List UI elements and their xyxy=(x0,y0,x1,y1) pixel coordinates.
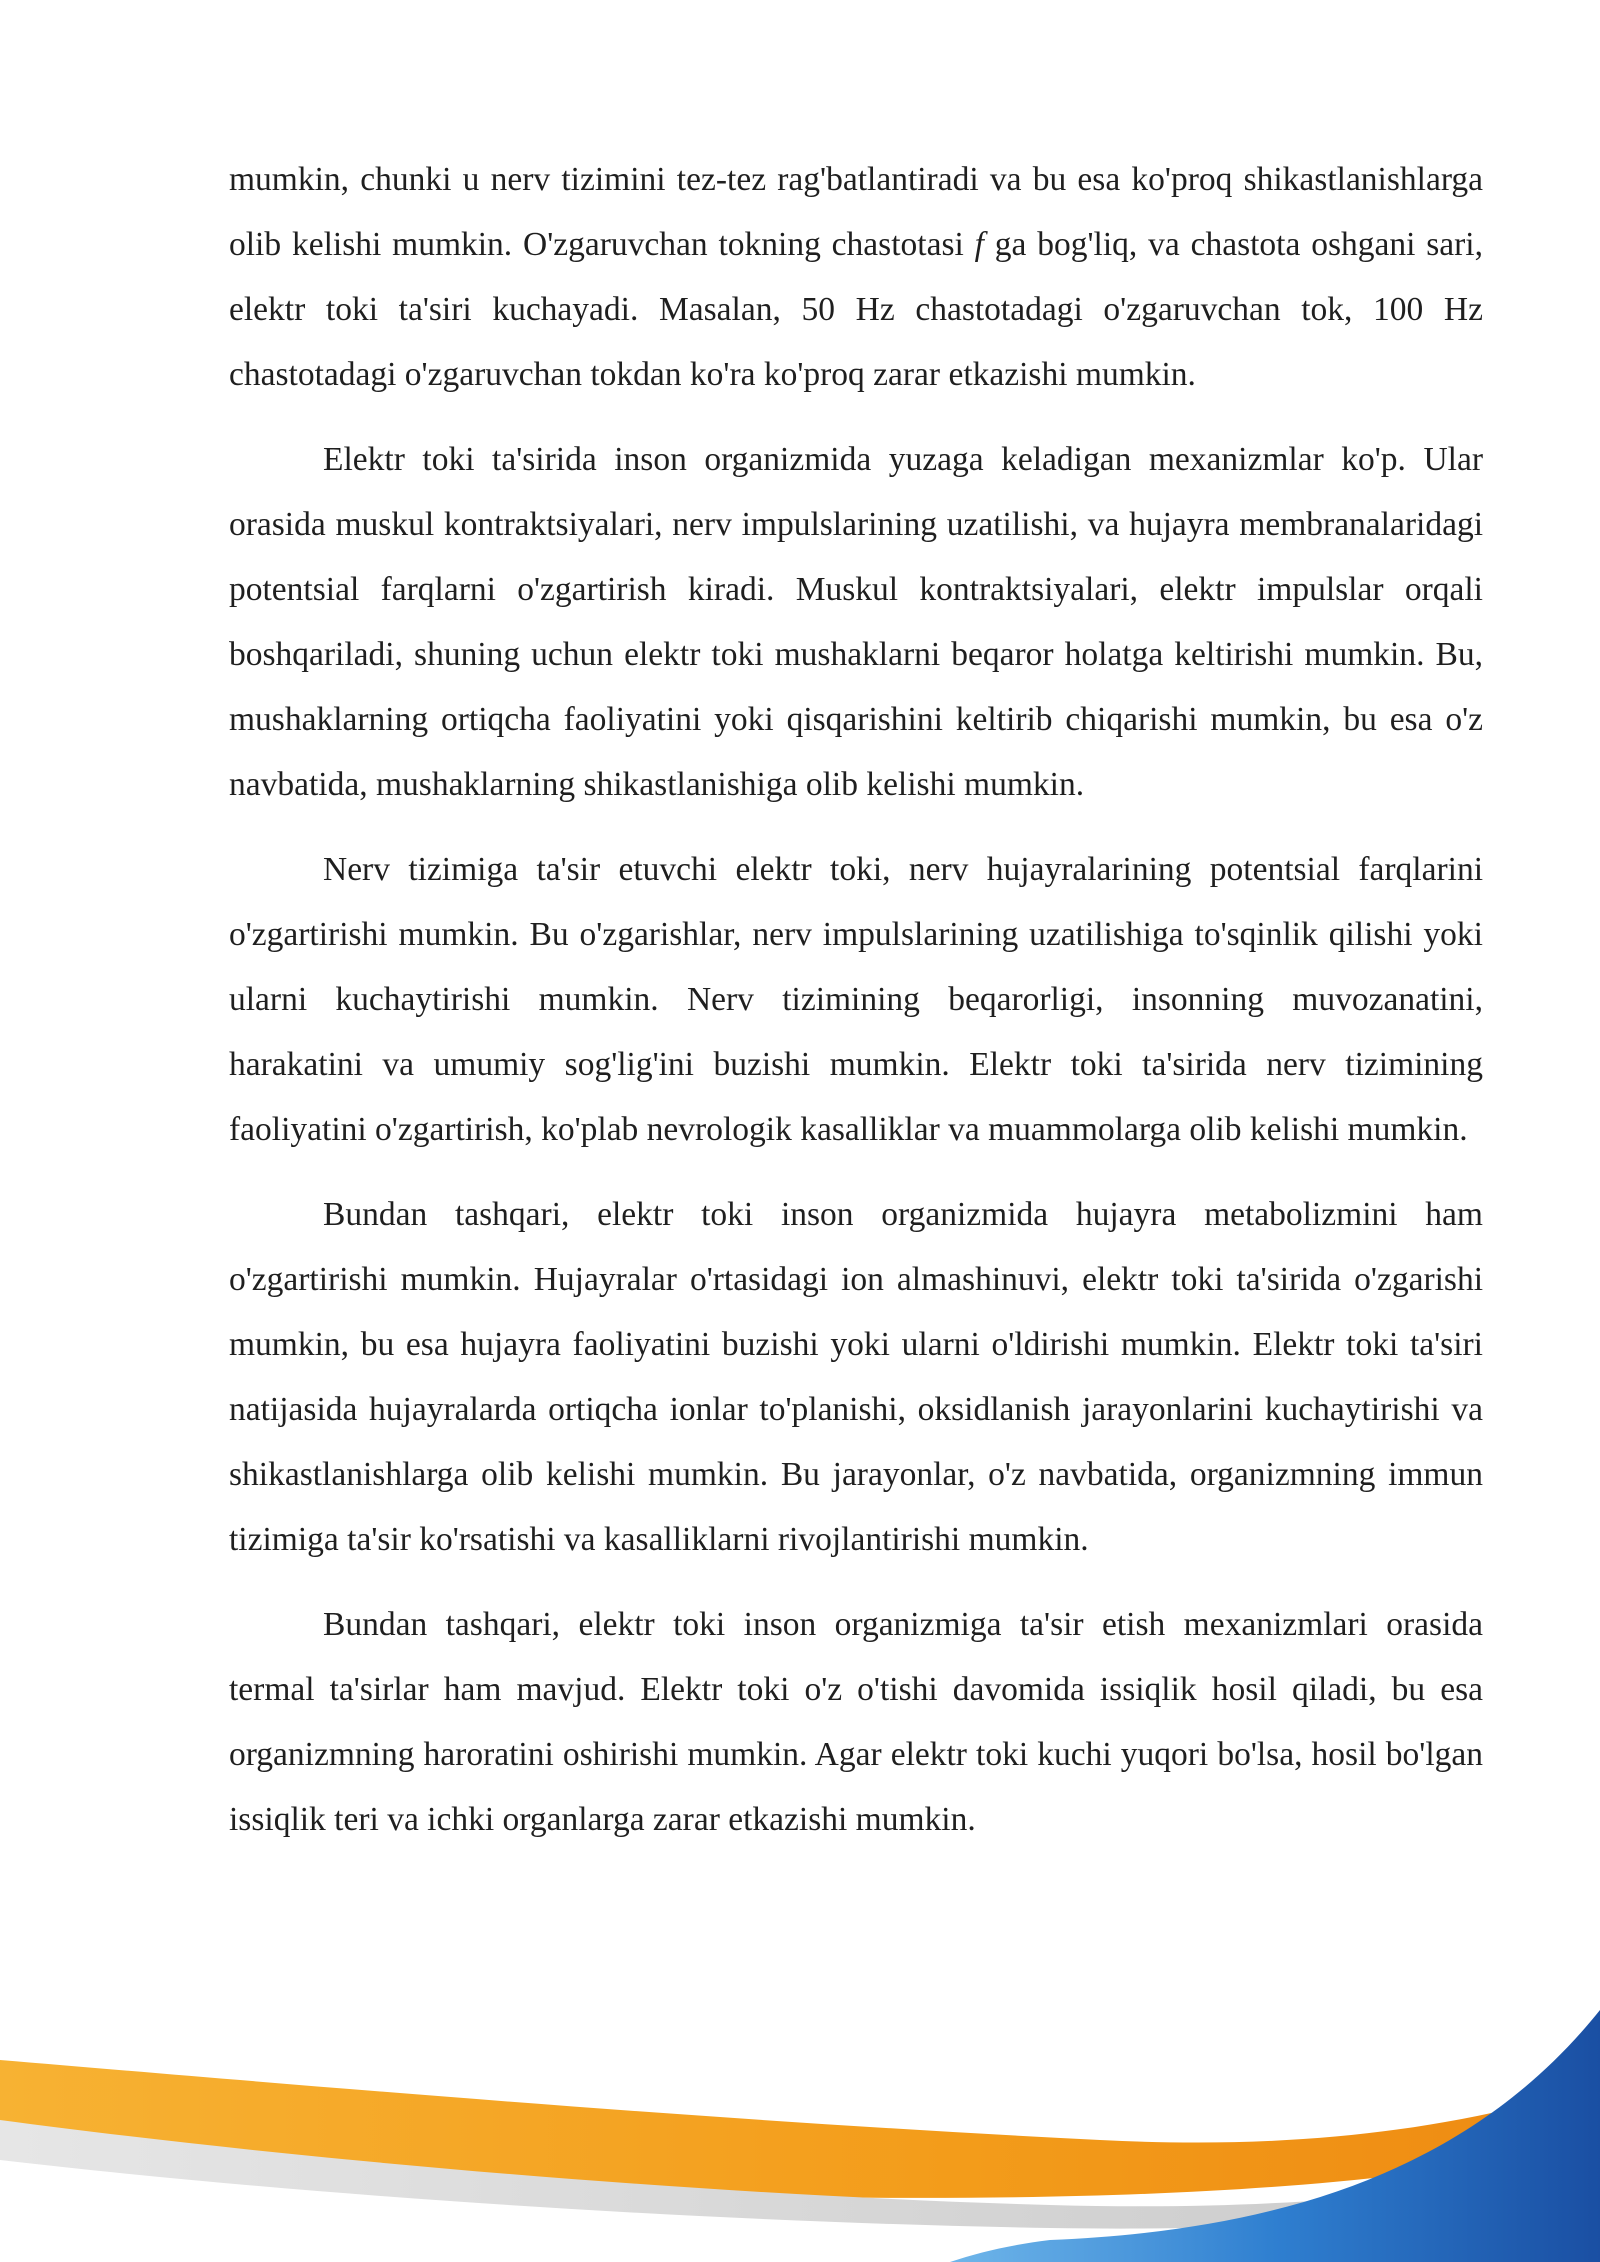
paragraph-1 xyxy=(229,147,1483,407)
frequency-variable: f xyxy=(974,226,984,263)
body-text xyxy=(229,147,1483,1872)
paragraph-1-text-b: ga bog'liq, va chastota oshgani sari, elektr toki ta'siri kuchayadi. Masalan, 50 Hz chastotadagi o'zgaruvchan tok, 100 Hz chastotadagi o'zgaruvchan tokdan ko'ra ko'proq zarar etkazishi mumkin. xyxy=(229,226,1483,393)
paragraph-4: Bundan tashqari, elektr toki inson organizmida hujayra metabolizmini ham o'zgartirishi mumkin. Hujayralar o'rtasidagi ion almashinuvi, elektr toki ta'sirida o'zgarishi mumkin, bu esa hujayra faoliyatini buzishi yoki ularni o'ldirishi mumkin. Elektr toki ta'siri natijasida hujayralarda ortiqcha ionlar to'planishi, oksidlanish jarayonlarini kuchaytirishi va shikastlanishlarga olib kelishi mumkin. Bu jarayonlar, o'z navbatida, organizmning immun tizimiga ta'sir ko'rsatishi va kasalliklarni rivojlantirishi mumkin. xyxy=(229,1196,1483,1558)
paragraph-1-text-a: mumkin, chunki u nerv tizimini tez-tez rag'batlantiradi va bu esa ko'proq shikastlanishlarga olib kelishi mumkin. O'zgaruvchan tokning chastotasi xyxy=(229,161,1483,263)
paragraph-3: Nerv tizimiga ta'sir etuvchi elektr toki, nerv hujayralarining potentsial farqlarini o'zgartirishi mumkin. Bu o'zgarishlar, nerv impulslarining uzatilishiga to'sqinlik qilishi yoki ularni kuchaytirishi mumkin. Nerv tizimining beqarorligi, insonning muvozanatini, harakatini va umumiy sog'lig'ini buzishi mumkin. Elektr toki ta'sirida nerv tizimining faoliyatini o'zgartirish, ko'plab nevrologik kasalliklar va muammolarga olib kelishi mumkin. xyxy=(229,851,1483,1148)
paragraph-2: Elektr toki ta'sirida inson organizmida yuzaga keladigan mexanizmlar ko'p. Ular orasida muskul kontraktsiyalari, nerv impulslarining uzatilishi, va hujayra membranalaridagi potentsial farqlarni o'zgartirish kiradi. Muskul kontraktsiyalari, elektr impulslar orqali boshqariladi, shuning uchun elektr toki mushaklarni beqaror holatga keltirishi mumkin. Bu, mushaklarning ortiqcha faoliyatini yoki qisqarishini keltirib chiqarishi mumkin, bu esa o'z navbatida, mushaklarning shikastlanishiga olib kelishi mumkin. xyxy=(229,441,1483,803)
footer-wave-decoration xyxy=(0,1990,1600,2262)
paragraph-5: Bundan tashqari, elektr toki inson organizmiga ta'sir etish mexanizmlari orasida termal ta'sirlar ham mavjud. Elektr toki o'z o'tishi davomida issiqlik hosil qiladi, bu esa organizmning haroratini oshirishi mumkin. Agar elektr toki kuchi yuqori bo'lsa, hosil bo'lgan issiqlik teri va ichki organlarga zarar etkazishi mumkin. xyxy=(229,1606,1483,1838)
